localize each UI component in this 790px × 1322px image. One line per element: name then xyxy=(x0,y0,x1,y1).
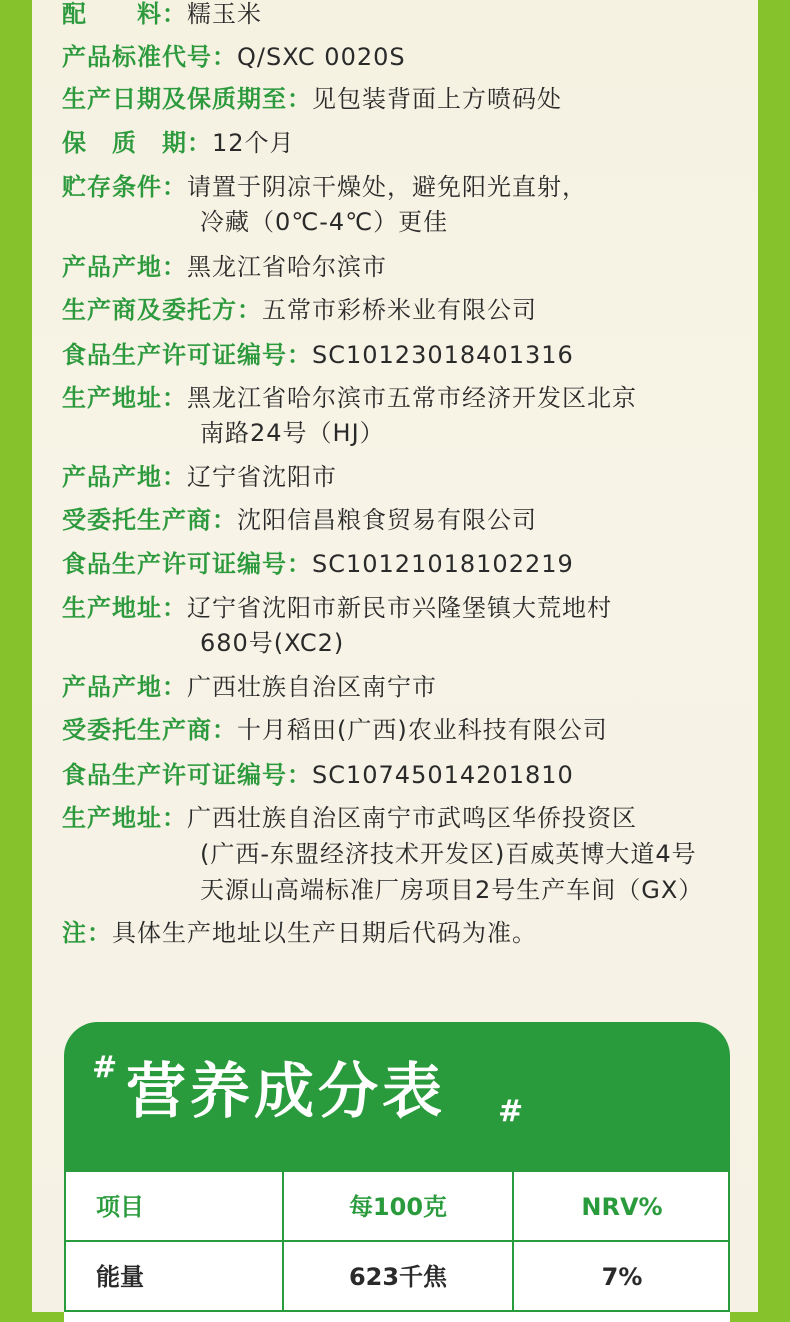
entrusted2-label: 受委托生产商： xyxy=(62,506,237,534)
maker-row xyxy=(62,292,537,328)
standard-value: Q/SXC 0020S xyxy=(237,43,406,71)
note-row xyxy=(62,915,537,951)
address1-value: 黑龙江省哈尔滨市五常市经济开发区北京 xyxy=(187,384,637,412)
origin3-value: 广西壮族自治区南宁市 xyxy=(187,673,437,701)
cell-energy-name: 能量 xyxy=(64,1242,284,1312)
storage-label: 贮存条件： xyxy=(62,173,187,201)
address3-value-line3: 天源山高端标准厂房项目2号生产车间（GX） xyxy=(200,876,704,904)
header-nrv: NRV% xyxy=(514,1172,730,1242)
nutrition-table xyxy=(64,1022,730,1322)
license1-label: 食品生产许可证编号： xyxy=(62,341,312,369)
maker-label: 生产商及委托方： xyxy=(62,296,262,324)
origin1-label: 产品产地： xyxy=(62,253,187,281)
maker-value: 五常市彩桥米业有限公司 xyxy=(262,296,537,324)
origin1-value: 黑龙江省哈尔滨市 xyxy=(187,253,387,281)
license2-label: 食品生产许可证编号： xyxy=(62,550,312,578)
cell-energy-value: 623千焦 xyxy=(284,1242,514,1312)
table-left-border xyxy=(64,1172,66,1312)
hash-mark-right: # xyxy=(498,1094,524,1129)
license2-value: SC10121018102219 xyxy=(312,550,574,578)
table-right-border xyxy=(728,1172,730,1312)
date-row xyxy=(62,81,562,117)
address1-value-line2: 南路24号（HJ） xyxy=(200,419,385,447)
license2-row xyxy=(62,546,574,582)
entrusted3-label: 受委托生产商： xyxy=(62,716,237,744)
origin3-row xyxy=(62,669,437,705)
license3-label: 食品生产许可证编号： xyxy=(62,761,312,789)
ingredients-label: 配 料： xyxy=(62,0,187,28)
storage-row xyxy=(62,169,587,205)
origin2-row xyxy=(62,459,337,495)
address1-label: 生产地址： xyxy=(62,384,187,412)
storage-value: 请置于阴凉干燥处，避免阳光直射， xyxy=(187,173,587,201)
entrusted2-row xyxy=(62,502,537,538)
note-value: 具体生产地址以生产日期后代码为准。 xyxy=(112,919,537,947)
origin1-row xyxy=(62,249,387,285)
origin2-label: 产品产地： xyxy=(62,463,187,491)
address3-label: 生产地址： xyxy=(62,804,187,832)
storage-value-line2: 冷藏（0℃-4℃）更佳 xyxy=(200,208,449,236)
entrusted3-row xyxy=(62,712,608,748)
note-label: 注： xyxy=(62,919,112,947)
ingredients-row xyxy=(62,0,262,32)
address2-value: 辽宁省沈阳市新民市兴隆堡镇大荒地村 xyxy=(187,594,612,622)
cell-energy-nrv: 7% xyxy=(514,1242,730,1312)
license3-value: SC10745014201810 xyxy=(312,761,574,789)
address3-row xyxy=(62,800,637,836)
nutrition-title: 营养成分表 xyxy=(126,1057,446,1127)
address3-value: 广西壮族自治区南宁市武鸣区华侨投资区 xyxy=(187,804,637,832)
hash-mark-left: # xyxy=(92,1050,118,1085)
entrusted3-value: 十月稻田(广西)农业科技有限公司 xyxy=(237,716,608,744)
nutrition-header xyxy=(64,1022,730,1172)
address1-row xyxy=(62,380,637,416)
address2-row xyxy=(62,590,612,626)
entrusted2-value: 沈阳信昌粮食贸易有限公司 xyxy=(237,506,537,534)
date-label: 生产日期及保质期至： xyxy=(62,85,312,113)
ingredients-value: 糯玉米 xyxy=(187,0,262,28)
address2-value-line2: 680号(XC2) xyxy=(200,629,345,657)
shelf-life-label: 保 质 期： xyxy=(62,129,212,157)
address2-label: 生产地址： xyxy=(62,594,187,622)
address3-value-line2: (广西-东盟经济技术开发区)百威英博大道4号 xyxy=(200,840,697,868)
shelf-life-value: 12个月 xyxy=(212,129,295,157)
origin2-value: 辽宁省沈阳市 xyxy=(187,463,337,491)
date-value: 见包装背面上方喷码处 xyxy=(312,85,562,113)
license1-value: SC10123018401316 xyxy=(312,341,574,369)
license3-row xyxy=(62,757,574,793)
license1-row xyxy=(62,337,574,373)
standard-label: 产品标准代号： xyxy=(62,43,237,71)
standard-row xyxy=(62,39,406,75)
shelf-life-row xyxy=(62,125,295,161)
origin3-label: 产品产地： xyxy=(62,673,187,701)
header-per-100g: 每100克 xyxy=(284,1172,514,1242)
header-item: 项目 xyxy=(64,1172,284,1242)
